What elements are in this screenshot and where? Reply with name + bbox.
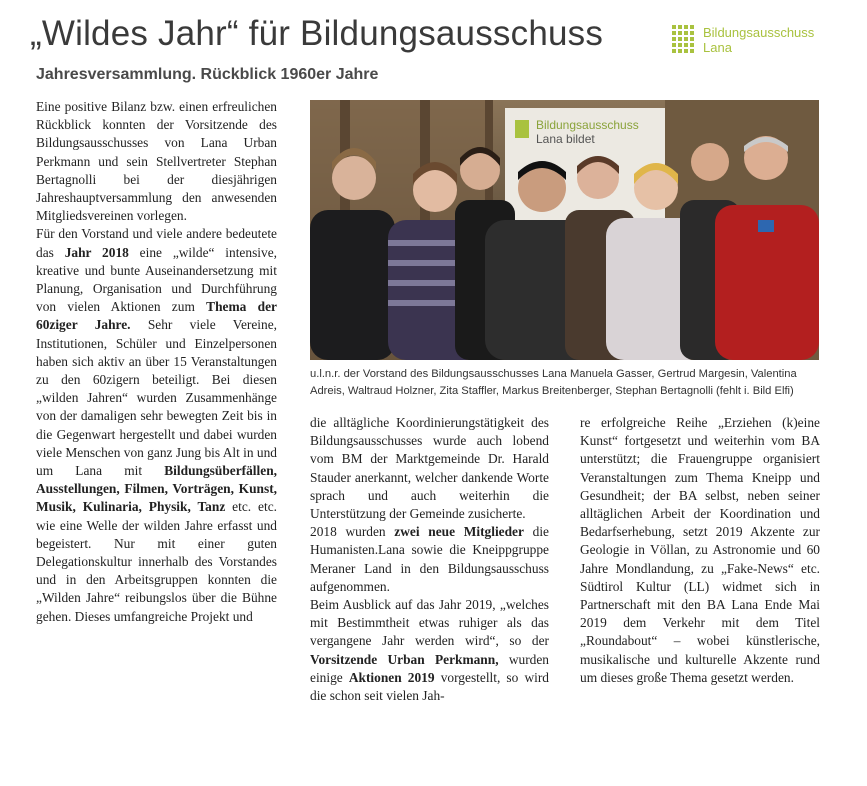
organization-logo	[672, 25, 814, 55]
bold-text: Bildungsüberfällen, Ausstellungen, Filmen, Vorträgen, Kunst, Musik, Kulinaria, Physik, Tanz	[36, 463, 277, 515]
banner-line-1: Bildungsausschuss	[536, 118, 639, 132]
logo-grid-icon	[672, 25, 696, 55]
article-title: „Wildes Jahr“ für Bildungsausschuss	[30, 14, 604, 53]
text-span: Beim Ausblick auf das Jahr 2019, „welches mit Bestimmtheit etwas ruhiger als das vergangene Jahr werden wird“, so der	[310, 597, 549, 649]
bold-text: Aktionen 2019	[348, 669, 435, 685]
text-span: etc. etc. wie eine Welle der wilden Jahre erfasst und begeistert. Nur mit einer guten Delegationskultur innerhalb des Vorstandes und in den Arbeitsgruppen konnten die „Wilden Jahre“ reibungslos über die Bühne gehen. Dieses umfangreiche Projekt und	[36, 499, 277, 624]
text-span: vorgestellt, so wird die schon seit vielen Jah-	[310, 669, 549, 704]
text-span: 2018 wurden	[310, 524, 395, 540]
photo-caption	[310, 366, 819, 400]
article-column-1	[36, 98, 277, 626]
text-span: Für den Vorstand und viele andere bedeutete das	[36, 226, 277, 260]
bold-text: zwei neue Mitglieder	[394, 524, 524, 540]
paragraph: die alltägliche Koordinierungstätigkeit des Bildungsausschusses wurde auch lobend vom BM der Marktgemeinde Dr. Harald Stauder anerkannt, welcher dankende Worte sprach und auch weiterhin die Unterstützung der Gemeinde zusicherte.	[310, 415, 549, 522]
text-span: eine „wilde“ intensive, kreative und bunte Auseinandersetzung mit Planung, Organisation und Durchführung von vielen Aktionen zum	[36, 244, 277, 315]
group-photo-illustration	[310, 100, 819, 360]
logo-line-1: Bildungsausschuss	[703, 25, 815, 40]
paragraph: re erfolgreiche Reihe „Erziehen (k)eine Kunst“ fortgesetzt und weiterhin vom BA unterstützt; die Frauengruppe organisiert Veranstaltungen zum Thema Kneipp und Gesundheit; der BA selbst, neben seiner alltäglichen Arbeit der Koordination und Bedarfserhebung, setzt 2019 Akzente zur Geologie in Völlan, zu Astronomie und 60 Jahre Mondlandung, zu „Fake-News“ etc. Südtirol Kultur (LL) widmet sich in Partnerschaft mit den BA Lana Ende Mai 2019 dem Verkehr mit dem Titel „Roundabout“ – wobei künstlerische, musikalische und kulturelle Akzente rund um dieses große Thema gesetzt werden.	[580, 415, 820, 685]
caption-line-1: u.l.n.r. der Vorstand des Bildungsausschusses Lana Manuela Gasser, Gertrud Margesin, Valentina	[310, 368, 797, 380]
bold-text: Jahr 2018	[64, 244, 129, 260]
article-subtitle: Jahresversammlung. Rückblick 1960er Jahre	[36, 66, 379, 83]
paragraph	[36, 225, 277, 625]
text-span: die Humanisten.Lana sowie die Kneippgruppe Meraner Land in den Bildungsausschuss aufgenommen.	[310, 524, 549, 594]
caption-line-2: Adreis, Waltraud Holzner, Zita Staffler, Markus Breitenberger, Stephan Bertagnolli (fehlt i. Bild Elfi)	[310, 385, 794, 397]
paragraph	[310, 523, 549, 596]
banner-line-2: Lana bildet	[536, 132, 595, 146]
bold-text: Thema der 60ziger Jahre.	[36, 299, 277, 333]
text-span: Sehr viele Vereine, Institutionen, Schüler und Einzelpersonen haben sich aktiv an über 15 Veranstaltungen zu den 60zigern beteiligt. Bei diesen „wilden Jahren“ wurden Zusammenhänge von der damaligen sehr bewegten Zeit bis in die Gegenwart hergestellt und dabei wurden viele Menschen von ganz Jung bis Alt in und um Lana mit	[36, 317, 277, 479]
paragraph: Eine positive Bilanz bzw. einen erfreulichen Rückblick konnten der Vorsitzende des Bildungsausschusses von Lana Urban Perkmann und sein Stellvertreter Stephan Bertagnolli bei der diesjährigen Jahreshauptversammlung den anwesenden Mitgliedsvereinen vorlegen.	[36, 99, 277, 224]
text-span: wurden einige	[310, 651, 549, 685]
article-column-3	[580, 414, 820, 687]
logo-text	[703, 25, 814, 55]
article-column-2	[310, 414, 549, 705]
logo-line-2: Lana	[703, 40, 732, 55]
group-photo	[310, 100, 819, 360]
paragraph	[310, 596, 549, 705]
bold-text: Vorsitzende Urban Perkmann,	[310, 651, 499, 667]
